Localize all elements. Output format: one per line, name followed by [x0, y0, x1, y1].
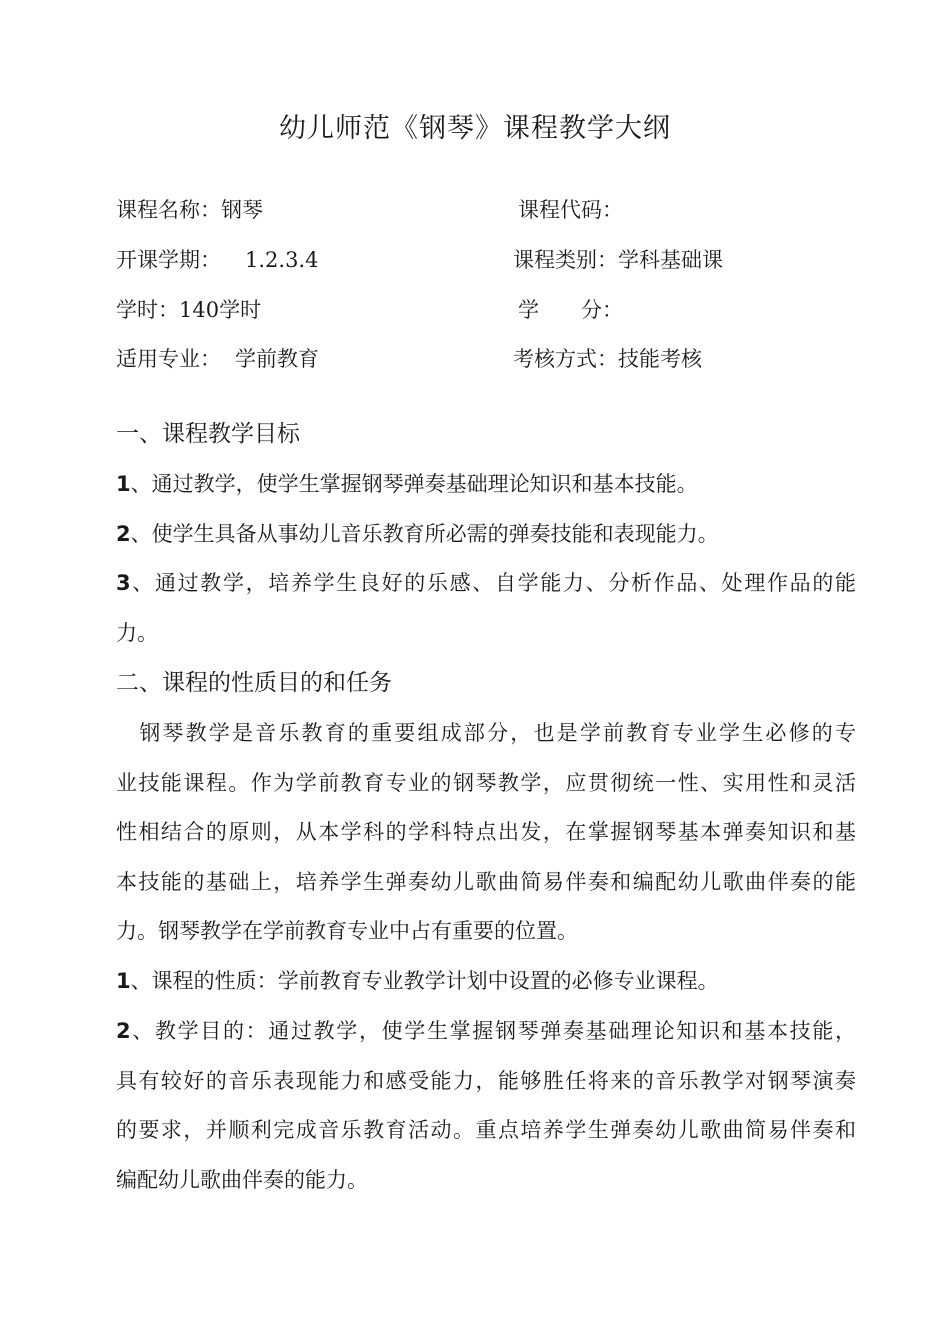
teaching-purpose-line-4: 编配幼儿歌曲伴奏的能力。: [116, 1168, 368, 1192]
hours-value: 140学时: [179, 298, 262, 322]
nature-paragraph-line-2: 业技能课程。作为学前教育专业的钢琴教学，应贯彻统一性、实用性和灵活: [116, 771, 856, 795]
objective-item-2: [116, 519, 856, 549]
course-code-label: 课程代码：: [518, 198, 623, 222]
document-title: 幼儿师范《钢琴》课程教学大纲: [279, 113, 671, 144]
course-code-field: [518, 195, 623, 225]
teaching-purpose-number: 2: [116, 1019, 131, 1043]
course-nature-text: 、课程的性质：学前教育专业教学计划中设置的必修专业课程。: [130, 969, 719, 993]
course-name-value: 钢琴: [221, 198, 263, 222]
teaching-purpose-text: 、教学目的：通过教学，使学生掌握钢琴弹奏基础理论知识和基本技能，: [130, 1019, 856, 1043]
credits-label: 学 分：: [518, 298, 623, 322]
objective-item-1-number: 1: [116, 472, 131, 496]
semester-label: 开课学期：: [116, 248, 221, 272]
semester-field: [116, 245, 318, 275]
category-value: 学科基础课: [618, 248, 723, 272]
nature-paragraph-line-4: 本技能的基础上，培养学生弹奏幼儿歌曲简易伴奏和编配幼儿歌曲伴奏的能: [116, 870, 856, 894]
semester-value: 1.2.3.4: [245, 248, 319, 272]
course-nature-item: [116, 966, 856, 996]
major-field: [116, 344, 319, 374]
hours-field: [116, 295, 261, 325]
objective-item-3-continued: 力。: [116, 621, 158, 645]
nature-paragraph-line-5: 力。钢琴教学在学前教育专业中占有重要的位置。: [116, 919, 578, 943]
major-value: 学前教育: [235, 347, 319, 371]
teaching-purpose-line-2: 具有较好的音乐表现能力和感受能力，能够胜任将来的音乐教学对钢琴演奏: [116, 1069, 856, 1093]
assessment-field: [513, 344, 702, 374]
objective-item-3: [116, 568, 856, 598]
objective-item-2-number: 2: [116, 522, 131, 546]
objective-item-1-text: 、通过教学，使学生掌握钢琴弹奏基础理论知识和基本技能。: [130, 472, 698, 496]
nature-paragraph-line-1: 钢琴教学是音乐教育的重要组成部分，也是学前教育专业学生必修的专: [116, 721, 856, 745]
nature-paragraph-line-3: 性相结合的原则，从本学科的学科特点出发，在掌握钢琴基本弹奏知识和基: [116, 820, 856, 844]
course-nature-number: 1: [116, 969, 131, 993]
assessment-value: 技能考核: [618, 347, 702, 371]
objective-item-3-text: 、通过教学，培养学生良好的乐感、自学能力、分析作品、处理作品的能: [130, 571, 856, 595]
course-name-label: 课程名称：: [116, 198, 221, 222]
category-field: [513, 245, 723, 275]
major-label: 适用专业：: [116, 347, 221, 371]
section-1-heading: 一、课程教学目标: [116, 421, 300, 447]
credits-field: [518, 295, 623, 325]
teaching-purpose-line-3: 的要求，并顺利完成音乐教育活动。重点培养学生弹奏幼儿歌曲简易伴奏和: [116, 1118, 856, 1142]
course-name-field: [116, 195, 263, 225]
objective-item-3-number: 3: [116, 571, 131, 595]
assessment-label: 考核方式：: [513, 347, 618, 371]
objective-item-2-text: 、使学生具备从事幼儿音乐教育所必需的弹奏技能和表现能力。: [130, 522, 719, 546]
hours-label: 学时：: [116, 298, 179, 322]
category-label: 课程类别：: [513, 248, 618, 272]
objective-item-1: [116, 469, 856, 499]
teaching-purpose-item: [116, 1016, 856, 1046]
section-2-heading: 二、课程的性质目的和任务: [116, 670, 392, 696]
